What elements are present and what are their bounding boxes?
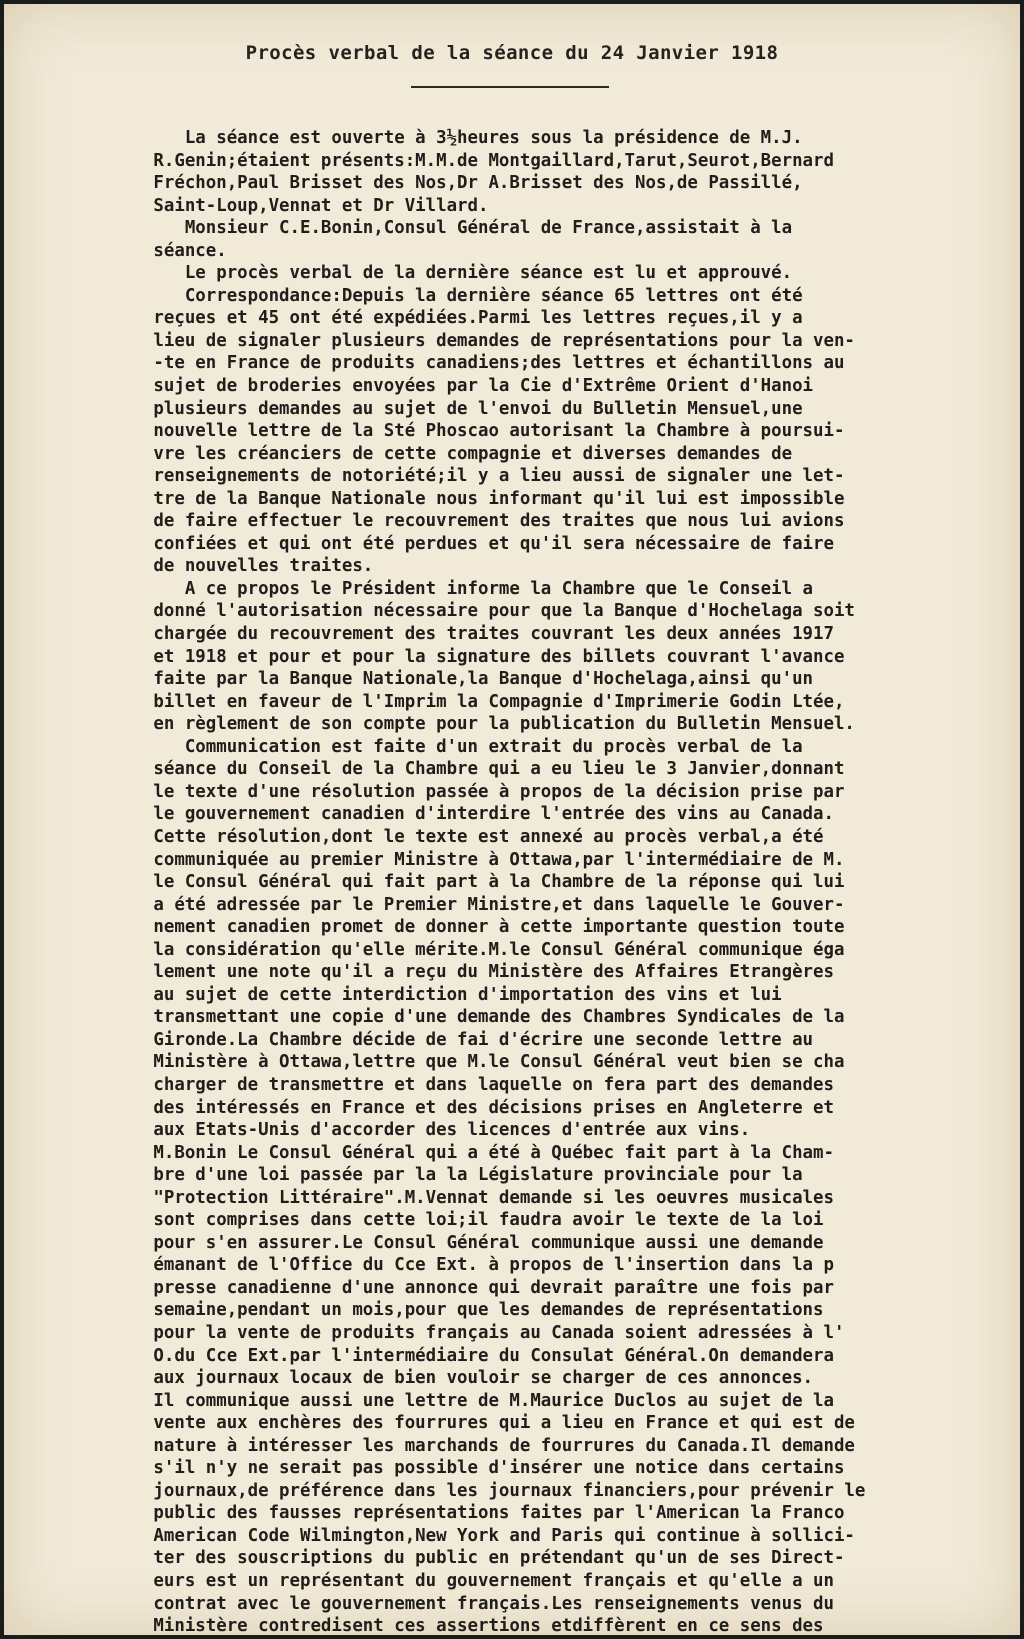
text-line: -te en France de produits canadiens;des lettres et échantillons au [122, 353, 845, 374]
text-line: Gironde.La Chambre décide de fai d'écrire une seconde lettre au [122, 1029, 814, 1050]
text-line: au sujet de cette interdiction d'importation des vins et lui [122, 984, 782, 1005]
text-line: lement une note qu'il a reçu du Ministère des Affaires Etrangères [122, 962, 834, 983]
text-line: Saint-Loup,Vennat et Dr Villard. [122, 195, 489, 216]
text-line: tre de la Banque Nationale nous informant qu'il lui est impossible [122, 488, 845, 509]
text-line: sont comprises dans cette loi;il faudra avoir le texte de la loi [122, 1210, 824, 1231]
text-line: renseignements de notoriété;il y a lieu aussi de signaler une let- [122, 466, 845, 487]
text-line: émanant de l'Office du Cce Ext. à propos de l'insertion dans la p [122, 1255, 834, 1276]
text-line: communiquée au premier Ministre à Ottawa,par l'intermédiaire de M. [122, 849, 845, 870]
text-line: reçues et 45 ont été expédiées.Parmi les lettres reçues,il y a [122, 308, 803, 329]
text-line: des intéressés en France et des décisions prises en Angleterre et [122, 1097, 834, 1118]
text-line: American Code Wilmington,New York and Paris qui continue à sollici- [122, 1525, 855, 1546]
text-line: ter des souscriptions du public en prétendant qu'un de ses Direct- [122, 1548, 845, 1569]
text-line: La séance est ouverte à 3½heures sous la présidence de M.J. [122, 128, 803, 148]
text-line: Cette résolution,dont le texte est annexé au procès verbal,a été [122, 826, 824, 847]
text-line: vente aux enchères des fourrures qui a lieu en France et qui est de [122, 1413, 855, 1434]
text-line: la considération qu'elle mérite.M.le Consul Général communique éga [122, 939, 845, 960]
text-line: "Protection Littéraire".M.Vennat demande si les oeuvres musicales [122, 1187, 834, 1208]
text-line: nement canadien promet de donner à cette importante question toute [122, 917, 845, 938]
text-line: et 1918 et pour et pour la signature des billets couvrant l'avance [122, 646, 845, 667]
text-line: Monsieur C.E.Bonin,Consul Général de France,assistait à la [122, 218, 793, 239]
text-line: Correspondance:Depuis la dernière séance 65 lettres ont été [122, 285, 803, 306]
text-line: confiées et qui ont été perdues et qu'il sera nécessaire de faire [122, 533, 834, 554]
text-line: aux Etats-Unis d'accorder des licences d'entrée aux vins. [122, 1120, 751, 1141]
text-line: s'il n'y ne serait pas possible d'insérer une notice dans certains [122, 1458, 845, 1479]
text-line: le texte d'une résolution passée à propos de la décision prise par [122, 781, 845, 802]
page-title: Procès verbal de la séance du 24 Janvier 1918 [245, 42, 779, 64]
text-line: lieu de signaler plusieurs demandes de représentations pour la ven- [122, 330, 855, 351]
text-line: sujet de broderies envoyées par la Cie d'Extrême Orient d'Hanoi [122, 376, 814, 397]
text-line: en règlement de son compte pour la publication du Bulletin Mensuel. [122, 714, 855, 735]
text-line: R.Genin;étaient présents:M.M.de Montgaillard,Tarut,Seurot,Bernard [122, 150, 834, 171]
text-line: presse canadienne d'une annonce qui devrait paraître une fois par [122, 1277, 834, 1298]
text-line: O.du Cce Ext.par l'intermédiaire du Consulat Général.On demandera [122, 1345, 834, 1366]
text-line: vre les créanciers de cette compagnie et diverses demandes de [122, 443, 793, 464]
text-line: nouvelle lettre de la Sté Phoscao autorisant la Chambre à poursui- [122, 421, 845, 442]
text-line: M.Bonin Le Consul Général qui a été à Québec fait part à la Cham- [122, 1142, 834, 1163]
text-line: séance du Conseil de la Chambre qui a eu lieu le 3 Janvier,donnant [122, 759, 845, 780]
text-line: séance. [122, 240, 227, 261]
text-line: pour s'en assurer.Le Consul Général communique aussi une demande [122, 1232, 824, 1253]
text-line: Communication est faite d'un extrait du procès verbal de la [122, 736, 803, 757]
text-line: le Consul Général qui fait part à la Chambre de la réponse qui lui [122, 872, 845, 893]
text-line: Ministère contredisent ces assertions etdiffèrent en ce sens des [122, 1616, 824, 1635]
text-line: nature à intéresser les marchands de fourrures du Canada.Il demande [122, 1435, 855, 1456]
text-line: transmettant une copie d'une demande des Chambres Syndicales de la [122, 1007, 845, 1028]
text-line: semaine,pendant un mois,pour que les demandes de représentations [122, 1300, 824, 1321]
text-line: Le procès verbal de la dernière séance est lu et approuvé. [122, 263, 793, 284]
text-line: Ministère à Ottawa,lettre que M.le Consul Général veut bien se cha [122, 1052, 845, 1073]
text-line: contrat avec le gouvernement français.Les renseignements venus du [122, 1593, 834, 1614]
text-line: donné l'autorisation nécessaire pour que la Banque d'Hochelaga soit [122, 601, 855, 622]
text-line: charger de transmettre et dans laquelle on fera part des demandes [122, 1074, 834, 1095]
text-line: plusieurs demandes au sujet de l'envoi du Bulletin Mensuel,une [122, 398, 803, 419]
text-line: Fréchon,Paul Brisset des Nos,Dr A.Brisset des Nos,de Passillé, [122, 173, 803, 194]
document-page [4, 4, 1020, 1635]
text-line: faite par la Banque Nationale,la Banque d'Hochelaga,ainsi qu'un [122, 669, 814, 690]
text-line: de nouvelles traites. [122, 556, 374, 577]
text-line: A ce propos le Président informe la Chambre que le Conseil a [122, 578, 814, 599]
text-line: billet en faveur de l'Imprim la Compagnie d'Imprimerie Godin Ltée, [122, 691, 845, 712]
text-line: public des fausses représentations faites par l'American la Franco [122, 1503, 845, 1524]
text-line: Il communique aussi une lettre de M.Maurice Duclos au sujet de la [122, 1390, 834, 1411]
document-body [122, 127, 1020, 1635]
text-line: de faire effectuer le recouvrement des traites que nous lui avions [122, 511, 845, 532]
text-line: aux journaux locaux de bien vouloir se charger de ces annonces. [122, 1368, 814, 1389]
text-line: journaux,de préférence dans les journaux financiers,pour prévenir le [122, 1480, 866, 1501]
text-line: bre d'une loi passée par la la Législature provinciale pour la [122, 1165, 803, 1186]
title-underline [411, 86, 609, 88]
text-line: pour la vente de produits français au Canada soient adressées à l' [122, 1322, 845, 1343]
text-line: le gouvernement canadien d'interdire l'entrée des vins au Canada. [122, 804, 834, 825]
text-line: chargée du recouvrement des traites couvrant les deux années 1917 [122, 624, 834, 645]
text-line: a été adressée par le Premier Ministre,et dans laquelle le Gouver- [122, 894, 845, 915]
text-line: eurs est un représentant du gouvernement français et qu'elle a un [122, 1571, 834, 1591]
